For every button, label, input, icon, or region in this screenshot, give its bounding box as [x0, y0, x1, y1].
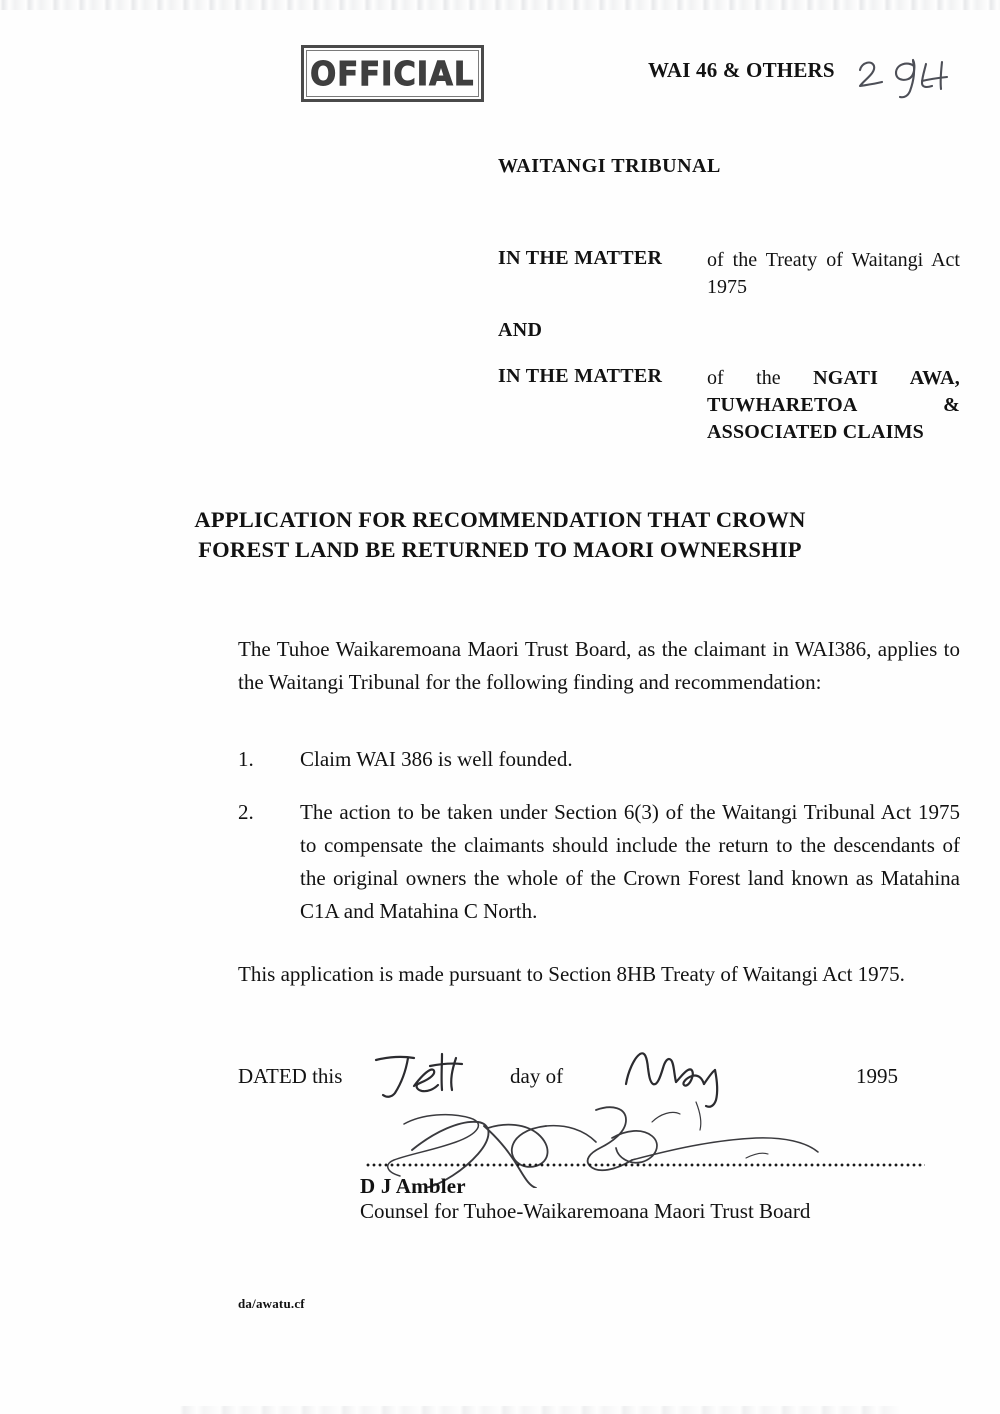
case-reference: WAI 46 & OTHERS [648, 58, 835, 82]
list-item-number: 2. [238, 800, 254, 824]
list-item [238, 796, 960, 928]
official-stamp-text: OFFICIAL [310, 54, 475, 93]
dated-year: 1995 [856, 1064, 898, 1088]
matter-body [707, 365, 960, 446]
footer-reference: da/awatu.cf [238, 1296, 305, 1311]
handwritten-month [618, 1042, 743, 1112]
matter-body: of the Treaty of Waitangi Act 1975 [707, 249, 960, 298]
dated-label: DATED this [238, 1064, 343, 1088]
list-item-text: The action to be taken under Section 6(3) of the Waitangi Tribunal Act 1975 to compensate the claimants should include the return to the descendants of the original owners the whole of the Crown Forest land known as Matahina C1A and Matahina C North. [300, 800, 960, 923]
list-item-number: 1. [238, 747, 254, 771]
list-item-text: Claim WAI 386 is well founded. [300, 747, 573, 771]
signer-name: D J Ambler [360, 1174, 466, 1198]
handwritten-page-number [852, 44, 962, 104]
official-stamp-border [306, 50, 479, 97]
matter-label: IN THE MATTER [498, 365, 663, 387]
day-of-label: day of [510, 1064, 564, 1088]
closing-paragraph: This application is made pursuant to Section 8HB Treaty of Waitangi Act 1975. [238, 962, 905, 986]
handwritten-day [368, 1046, 488, 1104]
tribunal-heading: WAITANGI TRIBUNAL [498, 155, 721, 177]
matter-label-and: AND [498, 319, 543, 341]
scan-artifact-bottom [180, 1406, 900, 1414]
intro-paragraph: The Tuhoe Waikaremoana Maori Trust Board, as the claimant in WAI386, applies to the Waitangi Tribunal for the following finding and recommendation: [238, 637, 960, 694]
matter-body-emphasis: NGATI AWA, TUWHARETOA & ASSOCIATED CLAIMS [707, 367, 960, 443]
page-title: APPLICATION FOR RECOMMENDATION THAT CROWN FOREST LAND BE RETURNED TO MAORI OWNERSHIP [194, 507, 806, 562]
list-item [238, 743, 960, 776]
official-stamp [301, 45, 484, 102]
signature-line [365, 1158, 925, 1168]
signer-role: Counsel for Tuhoe-Waikaremoana Maori Trust Board [360, 1199, 811, 1223]
matter-body-lead: of the [707, 367, 814, 389]
dated-line [238, 1060, 960, 1104]
scan-artifact-top [0, 0, 1000, 10]
matter-label: IN THE MATTER [498, 247, 663, 269]
